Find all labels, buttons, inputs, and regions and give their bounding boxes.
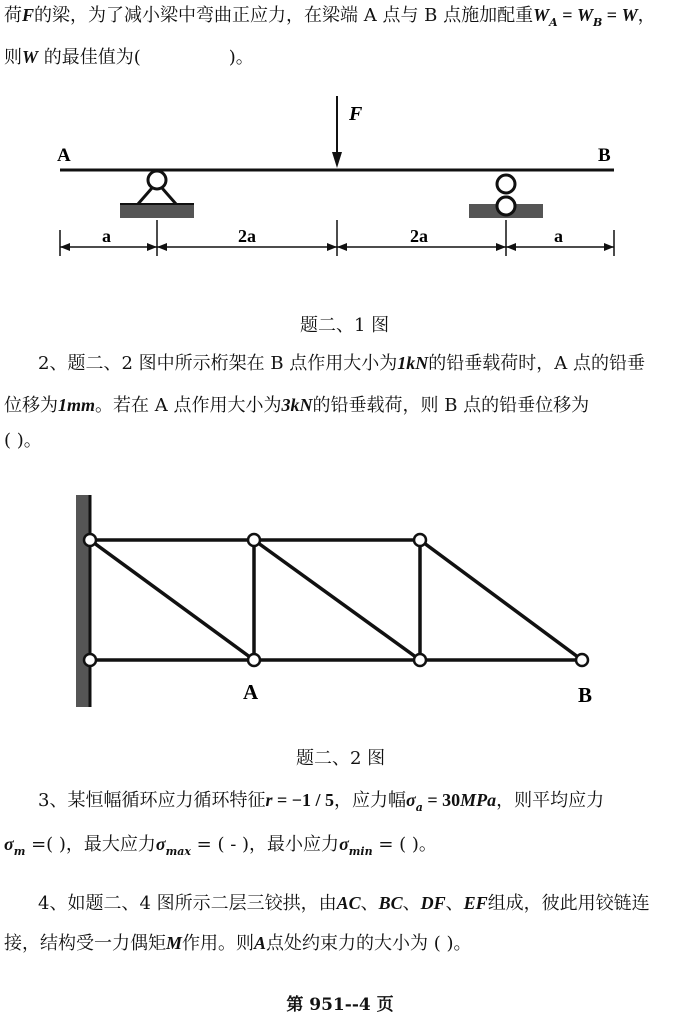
truss-members bbox=[90, 540, 582, 660]
q4-text: 组成，彼此用铰链连 bbox=[487, 893, 650, 914]
q1-text: ， bbox=[637, 5, 656, 26]
q4-member: DF bbox=[420, 893, 446, 913]
force-arrow-head bbox=[332, 152, 342, 168]
beam-label-A: A bbox=[57, 145, 71, 166]
force-label-F: F bbox=[349, 103, 363, 125]
roller-support bbox=[469, 175, 543, 218]
q1-var-W: W bbox=[533, 5, 550, 25]
truss-label-A: A bbox=[243, 680, 259, 704]
q4-member: AC bbox=[336, 893, 361, 913]
q3-sub: max bbox=[165, 845, 191, 858]
q1-line-2 bbox=[4, 45, 254, 70]
dimension-lines bbox=[60, 220, 614, 256]
q3-text: 3、某恒幅循环应力循环特征 bbox=[38, 790, 266, 811]
q2-line-3: ( )。 bbox=[4, 430, 42, 451]
q2-line-2 bbox=[4, 393, 589, 418]
q1-text: 则 bbox=[4, 47, 22, 68]
dim-label-2a: 2a bbox=[410, 226, 428, 246]
q2-value: 3kN bbox=[281, 395, 313, 415]
dim-label-a: a bbox=[554, 226, 563, 246]
q4-text: 点处约束力的大小为 ( )。 bbox=[266, 933, 472, 954]
q3-line-1 bbox=[38, 788, 604, 820]
q4-var-A: A bbox=[254, 933, 267, 953]
q2-text: 2、题二、2 图中所示桁架在 B 点作用大小为 bbox=[38, 353, 398, 374]
q4-line-2 bbox=[4, 931, 472, 956]
q4-text: 接，结构受一力偶矩 bbox=[4, 933, 166, 954]
q3-value: = −1 / 5 bbox=[272, 790, 334, 810]
q2-text: 。若在 A 点作用大小为 bbox=[95, 395, 282, 416]
q1-eq: = bbox=[602, 5, 622, 25]
beam-label-B: B bbox=[598, 145, 611, 166]
q1-var-F: F bbox=[22, 5, 35, 25]
q2-value: 1mm bbox=[58, 395, 96, 415]
q4-text: 4、如题二、4 图所示二层三铰拱，由 bbox=[38, 893, 337, 914]
q4-member: BC bbox=[378, 893, 403, 913]
q1-var-W: W bbox=[22, 47, 39, 67]
q1-eq: = bbox=[557, 5, 577, 25]
q1-text: )。 bbox=[228, 47, 254, 68]
q4-text: 、 bbox=[445, 893, 464, 914]
q1-var-W: W bbox=[576, 5, 593, 25]
q3-text: = ( - )，最小应力 bbox=[190, 834, 340, 855]
q3-text: =( )，最大应力 bbox=[25, 834, 156, 855]
q4-member: EF bbox=[463, 893, 488, 913]
q4-text: 、 bbox=[360, 893, 379, 914]
q4-line-1 bbox=[38, 891, 650, 916]
q1-var-W: W bbox=[621, 5, 638, 25]
fig2-caption: 题二、2 图 bbox=[296, 748, 386, 769]
q3-text: = ( )。 bbox=[372, 834, 437, 855]
q3-var-sigma: σ bbox=[4, 834, 14, 854]
q3-var-sigma: σ bbox=[405, 790, 416, 810]
dim-label-a: a bbox=[102, 226, 111, 246]
beam-figure bbox=[0, 90, 680, 290]
q1-line-1 bbox=[4, 3, 656, 35]
q3-var-sigma: σ bbox=[155, 834, 166, 854]
fig1-caption: 题二、1 图 bbox=[300, 315, 390, 336]
truss-label-B: B bbox=[578, 683, 593, 707]
dim-label-2a: 2a bbox=[238, 226, 256, 246]
q3-value: = 30 bbox=[422, 790, 461, 810]
q3-line-2 bbox=[4, 832, 437, 864]
q3-text: ，应力幅 bbox=[333, 790, 406, 811]
q3-var-r: r bbox=[265, 790, 273, 810]
q3-sub: a bbox=[415, 801, 423, 814]
pin-support bbox=[120, 171, 194, 218]
page-number: 第 951--4 页 bbox=[286, 995, 394, 1015]
q4-text: 、 bbox=[402, 893, 421, 914]
q2-text: 的铅垂载荷时，A 点的铅垂 bbox=[428, 353, 646, 374]
q4-text: 作用。则 bbox=[182, 933, 255, 954]
q4-var-M: M bbox=[166, 933, 183, 953]
q3-sub: m bbox=[13, 845, 26, 858]
q1-text: 荷 bbox=[4, 5, 22, 26]
truss-figure bbox=[0, 480, 680, 710]
q1-text: 的梁，为了减小梁中弯曲正应力，在梁端 A 点与 B 点施加配重 bbox=[34, 5, 534, 26]
q1-sub-A: A bbox=[549, 16, 558, 29]
wall bbox=[76, 495, 90, 707]
q3-text: ，则平均应力 bbox=[496, 790, 605, 811]
q2-text: 的铅垂载荷，则 B 点的铅垂位移为 bbox=[312, 395, 590, 416]
q2-text: 位移为 bbox=[4, 395, 58, 416]
q3-var-sigma: σ bbox=[339, 834, 349, 854]
q3-sub: min bbox=[348, 845, 373, 858]
q2-value: 1kN bbox=[397, 353, 429, 373]
q2-line-1 bbox=[38, 351, 645, 376]
q1-text: 的最佳值为( bbox=[38, 47, 141, 68]
q3-unit: MPa bbox=[460, 790, 497, 810]
q1-sub-B: B bbox=[592, 16, 603, 29]
